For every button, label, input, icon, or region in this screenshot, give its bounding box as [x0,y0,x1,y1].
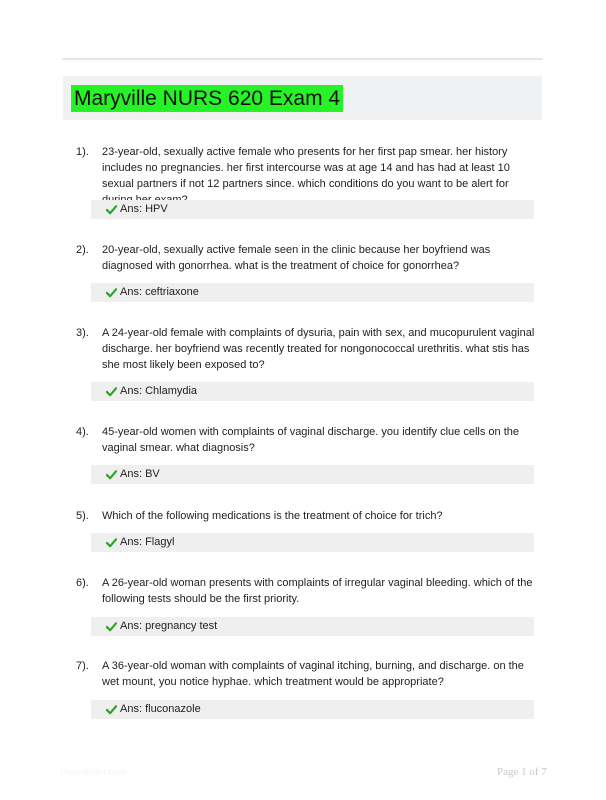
answer-box [91,283,534,302]
answer-text: Ans: BV [120,468,160,480]
footer-watermark: Paperfinder.com [60,767,126,777]
checkmark-icon [106,469,117,480]
question-text: A 36-year-old woman with complaints of vaginal itching, burning, and discharge. on the wet mount, you notice hyphae. which treatment would be appropriate? [102,660,524,688]
title-banner [63,76,542,120]
question-number: 7). [76,660,89,672]
answer-text: Ans: ceftriaxone [120,286,199,298]
question-text: 23-year-old, sexually active female who presents for her first pap smear. her history includes no pregnancies. her first intercourse was at age 14 and has had at least 10 sexual partners if not 12 partners since. which conditions do you want to be alert for [102,146,510,190]
question-number: 3). [76,327,89,339]
question-number: 1). [76,146,89,158]
question-number: 4). [76,426,89,438]
answer-box [91,465,534,484]
answer-text: Ans: HPV [120,203,168,215]
question-text: 45-year-old women with complaints of vaginal discharge. you identify clue cells on the vaginal smear. what diagnosis? [102,426,519,454]
question-text: A 26-year-old woman presents with complaints of irregular vaginal bleeding. which of the following tests should be the first priority. [102,577,533,605]
document-title: Maryville NURS 620 Exam 4 [71,85,343,112]
question-text: Which of the following medications is the treatment of choice for trich? [102,510,443,522]
checkmark-icon [106,386,117,397]
answer-text: Ans: Flagyl [120,536,175,548]
question-number: 5). [76,510,89,522]
checkmark-icon [106,704,117,715]
answer-text: Ans: Chlamydia [120,385,198,397]
answer-box [91,533,534,552]
page-number: Page 1 of 7 [497,766,547,778]
question-number: 6). [76,577,89,589]
question-text: 20-year-old, sexually active female seen in the clinic because her boyfriend was diagnosed with gonorrhea. what is the treatment of choice for gonorrhea? [102,244,491,272]
checkmark-icon [106,287,117,298]
question-text: A 24-year-old female with complaints of dysuria, pain with sex, and mucopurulent vaginal discharge. her boyfriend was recently treated for nongonococcal urethritis. what stis has she most likely been exposed to? [102,327,535,371]
checkmark-icon [106,537,117,548]
answer-text: Ans: fluconazole [120,703,201,715]
answer-text: Ans: pregnancy test [120,620,218,632]
checkmark-icon [106,621,117,632]
top-divider [62,58,543,60]
answer-box [91,617,534,636]
answer-box [91,700,534,719]
answer-box [91,382,534,401]
answer-box [91,200,534,219]
question-number: 2). [76,244,89,256]
checkmark-icon [106,204,117,215]
